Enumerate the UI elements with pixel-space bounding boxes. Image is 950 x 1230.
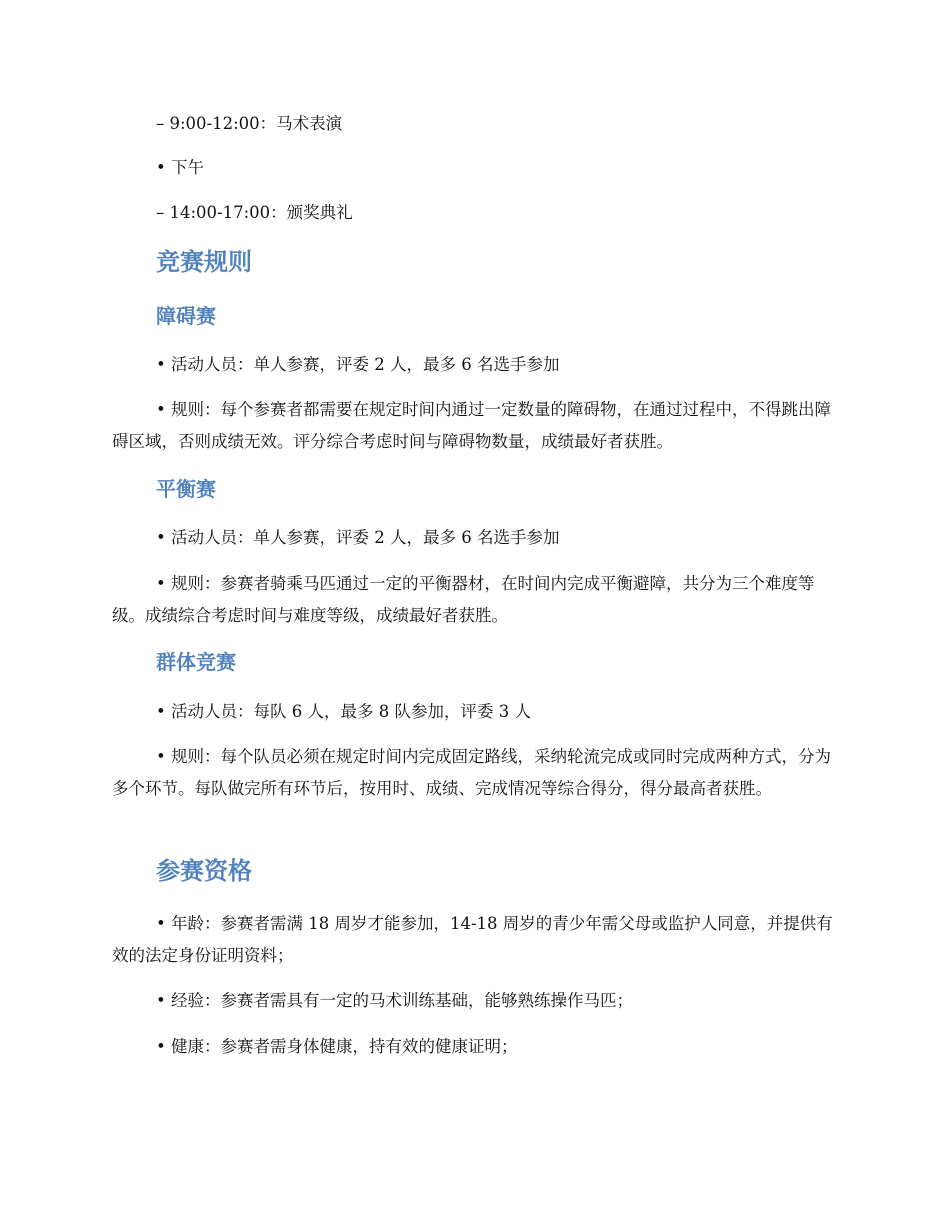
section-heading-rules: 竞赛规则: [156, 248, 252, 276]
subheading-obstacle: 障碍赛: [156, 304, 216, 328]
group-participants: • 活动人员：每队 6 人，最多 8 队参加，评委 3 人: [156, 702, 531, 721]
eligibility-experience: • 经验：参赛者需具有一定的马术训练基础，能够熟练操作马匹；: [156, 991, 633, 1010]
balance-participants: • 活动人员：单人参赛，评委 2 人，最多 6 名选手参加: [156, 528, 560, 547]
eligibility-health: • 健康：参赛者需身体健康，持有效的健康证明；: [156, 1037, 518, 1056]
schedule-afternoon-item: – 14:00-17:00：颁奖典礼: [156, 203, 353, 222]
obstacle-participants: • 活动人员：单人参赛，评委 2 人，最多 6 名选手参加: [156, 355, 560, 374]
schedule-afternoon-label: • 下午: [156, 158, 204, 177]
subheading-group: 群体竞赛: [156, 650, 236, 674]
eligibility-age: • 年龄：参赛者需满 18 周岁才能参加，14-18 周岁的青少年需父母或监护人同意，并提供有效的法定身份证明资料；: [112, 914, 833, 965]
balance-rule: • 规则：参赛者骑乘马匹通过一定的平衡器材，在时间内完成平衡避障，共分为三个难度等级。成绩综合考虑时间与难度等级，成绩最好者获胜。: [112, 574, 815, 625]
obstacle-rule: • 规则：每个参赛者都需要在规定时间内通过一定数量的障碍物，在通过过程中，不得跳出障碍区域，否则成绩无效。评分综合考虑时间与障碍物数量，成绩最好者获胜。: [112, 400, 831, 451]
subheading-balance: 平衡赛: [156, 477, 216, 501]
section-heading-eligibility: 参赛资格: [156, 857, 252, 885]
group-rule: • 规则：每个队员必须在规定时间内完成固定路线，采纳轮流完成或同时完成两种方式，分为多个环节。每队做完所有环节后，按用时、成绩、完成情况等综合得分，得分最高者获胜。: [112, 747, 831, 798]
schedule-morning-item: – 9:00-12:00：马术表演: [156, 114, 343, 133]
